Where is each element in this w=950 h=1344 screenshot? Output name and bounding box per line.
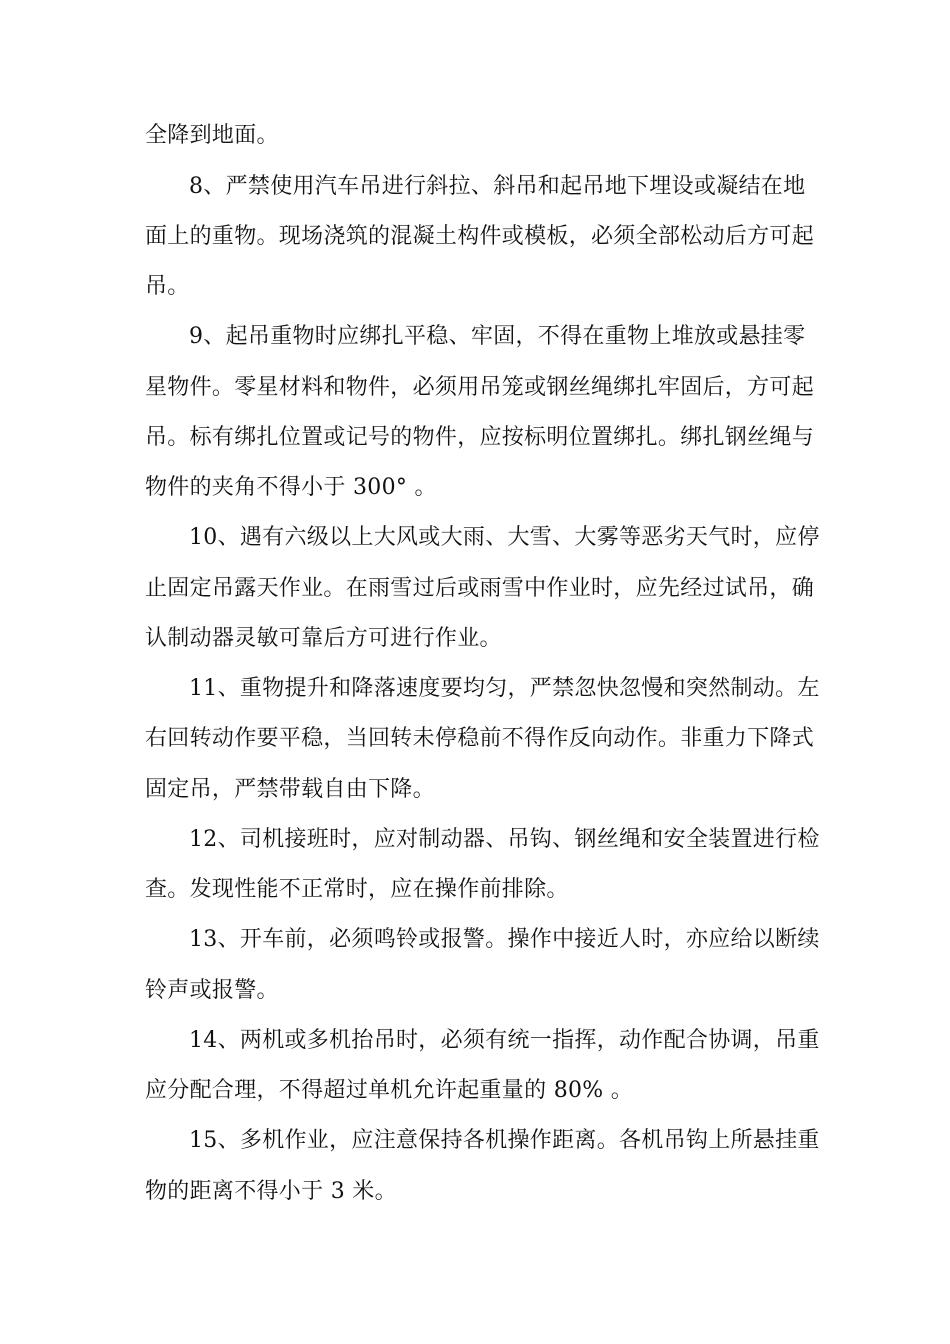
text-line: 吊。: [145, 274, 190, 299]
paragraph-9-line: 9、起吊重物时应绑扎平稳、牢固，不得在重物上堆放或悬挂零: [189, 324, 806, 349]
paragraph-12-line: 12、司机接班时，应对制动器、吊钩、钢丝绳和安全装置进行检: [189, 827, 820, 852]
paragraph-14-line: 14、两机或多机抬吊时，必须有统一指挥，动作配合协调，吊重: [189, 1028, 820, 1053]
text-line: 固定吊，严禁带载自由下降。: [145, 777, 435, 802]
text-line: 认制动器灵敏可靠后方可进行作业。: [145, 626, 502, 651]
paragraph-13-line: 13、开车前，必须鸣铃或报警。操作中接近人时，亦应给以断续: [189, 927, 820, 952]
paragraph-15-line: 15、多机作业，应注意保持各机操作距离。各机吊钩上所悬挂重: [189, 1128, 820, 1153]
text-line: 物的距离不得小于 3 米。: [145, 1179, 397, 1204]
text-line: 吊。标有绑扎位置或记号的物件，应按标明位置绑扎。绑扎钢丝绳与: [145, 425, 815, 450]
text-line: 应分配合理，不得超过单机允许起重量的 80% 。: [145, 1078, 634, 1103]
text-line: 物件的夹角不得小于 300° 。: [145, 475, 437, 500]
paragraph-8-line: 8、严禁使用汽车吊进行斜拉、斜吊和起吊地下埋设或凝结在地: [189, 174, 806, 199]
paragraph-11-line: 11、重物提升和降落速度要均匀，严禁忽快忽慢和突然制动。左: [189, 676, 820, 701]
text-line: 全降到地面。: [145, 123, 279, 148]
text-line: 右回转动作要平稳，当回转未停稳前不得作反向动作。非重力下降式: [145, 726, 815, 751]
text-line: 查。发现性能不正常时，应在操作前排除。: [145, 877, 569, 902]
text-line: 铃声或报警。: [145, 978, 279, 1003]
text-line: 止固定吊露天作业。在雨雪过后或雨雪中作业时，应先经过试吊，确: [145, 576, 815, 601]
paragraph-10-line: 10、遇有六级以上大风或大雨、大雪、大雾等恶劣天气时，应停: [189, 525, 820, 550]
text-line: 星物件。零星材料和物件，必须用吊笼或钢丝绳绑扎牢固后，方可起: [145, 375, 815, 400]
text-line: 面上的重物。现场浇筑的混凝土构件或模板，必须全部松动后方可起: [145, 224, 815, 249]
